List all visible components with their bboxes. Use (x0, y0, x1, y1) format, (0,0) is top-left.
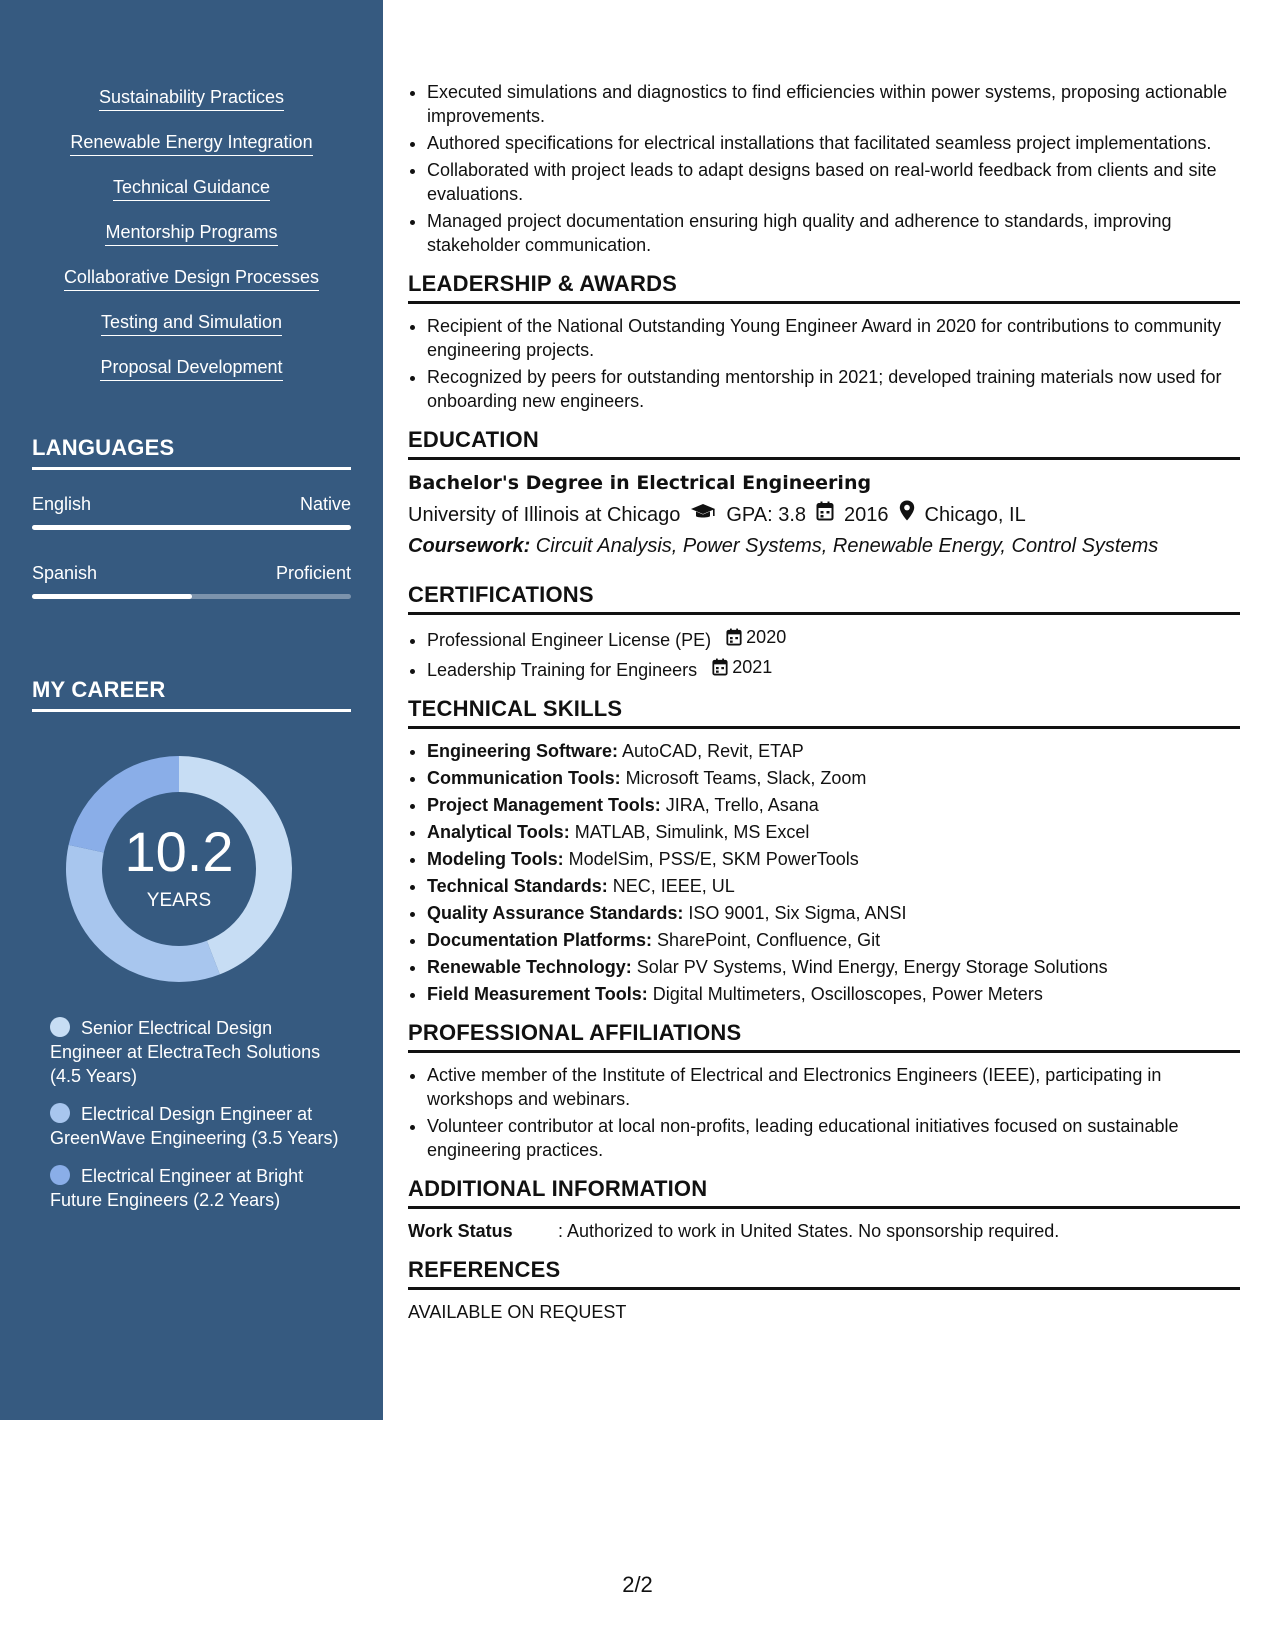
technical-skill-item (427, 901, 1240, 925)
skill-value: Digital Multimeters, Oscilloscopes, Power Meters (647, 984, 1043, 1004)
additional-info-section (408, 1176, 1240, 1243)
skill-label: Analytical Tools: (427, 822, 570, 842)
technical-skill-item (427, 955, 1240, 979)
career-item-text: Electrical Design Engineer at GreenWave Engineering (3.5 Years) (50, 1104, 339, 1148)
skill-label: Documentation Platforms: (427, 930, 653, 950)
section-title: PROFESSIONAL AFFILIATIONS (408, 1020, 1240, 1053)
affiliation-item: • Volunteer contributor at local non-profits, leading educational initiatives focused on sustainable engineering practices. (427, 1114, 1240, 1162)
career-list (50, 1016, 340, 1226)
career-item-text: Senior Electrical Design Engineer at ElectraTech Solutions (4.5 Years) (50, 1018, 321, 1086)
skill-value: SharePoint, Confluence, Git (652, 930, 881, 950)
skill-value: ISO 9001, Six Sigma, ANSI (683, 903, 907, 923)
language-bar (32, 594, 351, 599)
language-bar-fill (32, 594, 192, 599)
coursework-text: Circuit Analysis, Power Systems, Renewable Energy, Control Systems (530, 535, 1159, 557)
career-item-text: Electrical Engineer at Bright Future Engineers (2.2 Years) (50, 1166, 304, 1210)
experience-bullet: • Collaborated with project leads to adapt designs based on real-world feedback from clients and site evaluations. (427, 158, 1240, 206)
leadership-item: • Recognized by peers for outstanding mentorship in 2021; developed training materials now used for onboarding new engineers. (427, 365, 1240, 413)
language-row (32, 494, 351, 515)
school-name: University of Illinois at Chicago (408, 503, 681, 526)
career-dot-icon (50, 1165, 70, 1185)
gpa: GPA: 3.8 (726, 503, 807, 526)
technical-skill-item (427, 739, 1240, 763)
skill-label: Communication Tools: (427, 768, 621, 788)
map-pin-icon (899, 500, 915, 529)
language-name: English (32, 494, 92, 514)
work-status-label: Work Status (408, 1221, 513, 1241)
certification-name: Professional Engineer License (PE) (427, 630, 712, 650)
coursework (408, 532, 1240, 560)
references-text: AVAILABLE ON REQUEST (408, 1302, 627, 1322)
certification-item (427, 625, 1240, 652)
skill-value: Solar PV Systems, Wind Energy, Energy Storage Solutions (631, 957, 1108, 977)
calendar-icon (712, 658, 728, 676)
sidebar (0, 0, 383, 1420)
coursework-label: Coursework: (408, 535, 531, 557)
career-heading: MY CAREER (32, 677, 351, 712)
skill-tag: Collaborative Design Processes (64, 266, 319, 291)
technical-skill-item (427, 928, 1240, 952)
skill-value: NEC, IEEE, UL (607, 876, 735, 896)
skill-tag: Testing and Simulation (101, 311, 282, 336)
language-bar-fill (32, 525, 351, 530)
section-title: TECHNICAL SKILLS (408, 696, 1240, 729)
career-item (50, 1016, 340, 1088)
technical-skill-item (427, 982, 1240, 1006)
technical-skill-item (427, 793, 1240, 817)
experience-bullet: • Authored specifications for electrical installations that facilitated seamless project implementations. (427, 131, 1240, 155)
career-dot-icon (50, 1017, 70, 1037)
graduation-year: 2016 (844, 503, 889, 526)
language-row (32, 563, 351, 584)
skill-value: MATLAB, Simulink, MS Excel (569, 822, 810, 842)
affiliation-item: • Active member of the Institute of Electrical and Electronics Engineers (IEEE), participating in workshops and webinars. (427, 1063, 1240, 1111)
school-location: Chicago, IL (924, 503, 1026, 526)
skill-value: JIRA, Trello, Asana (660, 795, 819, 815)
skill-value: ModelSim, PSS/E, SKM PowerTools (563, 849, 859, 869)
language-level: Native (299, 494, 351, 514)
section-title: ADDITIONAL INFORMATION (408, 1176, 1240, 1209)
education-meta (408, 500, 1240, 529)
skill-label: Quality Assurance Standards: (427, 903, 684, 923)
skill-label: Engineering Software: (427, 741, 619, 761)
section-title: CERTIFICATIONS (408, 582, 1240, 615)
education-section (408, 427, 1240, 560)
calendar-icon (726, 628, 742, 646)
skill-tag: Mentorship Programs (105, 221, 277, 246)
graduation-cap-icon (690, 501, 716, 529)
certification-year: 2020 (746, 627, 787, 647)
technical-skill-item (427, 766, 1240, 790)
page-number: 2/2 (622, 1572, 653, 1597)
technical-skill-item (427, 820, 1240, 844)
certifications-section (408, 582, 1240, 682)
languages-heading: LANGUAGES (32, 435, 351, 470)
skill-label: Technical Standards: (427, 876, 608, 896)
experience-bullets (408, 80, 1240, 257)
career-years-label: YEARS (146, 890, 212, 911)
skill-tag: Technical Guidance (113, 176, 270, 201)
technical-skills-section (408, 696, 1240, 1006)
career-total-years: 10.2 (124, 820, 234, 883)
skill-label: Project Management Tools: (427, 795, 661, 815)
technical-skill-item (427, 847, 1240, 871)
leadership-item: • Recipient of the National Outstanding Young Engineer Award in 2020 for contributions to community engineering projects. (427, 314, 1240, 362)
main-content (408, 80, 1240, 1324)
certification-item (427, 655, 1240, 682)
skill-tag: Renewable Energy Integration (70, 131, 312, 156)
certification-year: 2021 (732, 657, 773, 677)
career-item (50, 1102, 340, 1150)
experience-bullet: • Managed project documentation ensuring high quality and adherence to standards, improving stakeholder communication. (427, 209, 1240, 257)
section-title: REFERENCES (408, 1257, 1240, 1290)
language-bar (32, 525, 351, 530)
skill-label: Field Measurement Tools: (427, 984, 648, 1004)
affiliations-section (408, 1020, 1240, 1162)
skill-tag: Proposal Development (100, 356, 282, 381)
section-title: EDUCATION (408, 427, 1240, 460)
skill-label: Modeling Tools: (427, 849, 564, 869)
sidebar-skills-list (0, 86, 383, 401)
experience-bullet: • Executed simulations and diagnostics to find efficiencies within power systems, proposing actionable improvements. (427, 80, 1240, 128)
work-status-row (408, 1219, 1240, 1243)
leadership-section (408, 271, 1240, 413)
career-item (50, 1164, 340, 1212)
calendar-icon (816, 501, 834, 529)
certification-name: Leadership Training for Engineers (427, 660, 698, 680)
degree-title: Bachelor's Degree in Electrical Engineering (408, 472, 872, 494)
section-title: LEADERSHIP & AWARDS (408, 271, 1240, 304)
career-dot-icon (50, 1103, 70, 1123)
skill-value: Microsoft Teams, Slack, Zoom (620, 768, 867, 788)
references-section (408, 1257, 1240, 1324)
language-level: Proficient (275, 563, 351, 583)
language-name: Spanish (32, 563, 98, 583)
work-status-value: : Authorized to work in United States. No sponsorship required. (558, 1221, 1060, 1241)
skill-tag: Sustainability Practices (99, 86, 284, 111)
skill-label: Renewable Technology: (427, 957, 632, 977)
technical-skill-item (427, 874, 1240, 898)
skill-value: AutoCAD, Revit, ETAP (618, 741, 804, 761)
